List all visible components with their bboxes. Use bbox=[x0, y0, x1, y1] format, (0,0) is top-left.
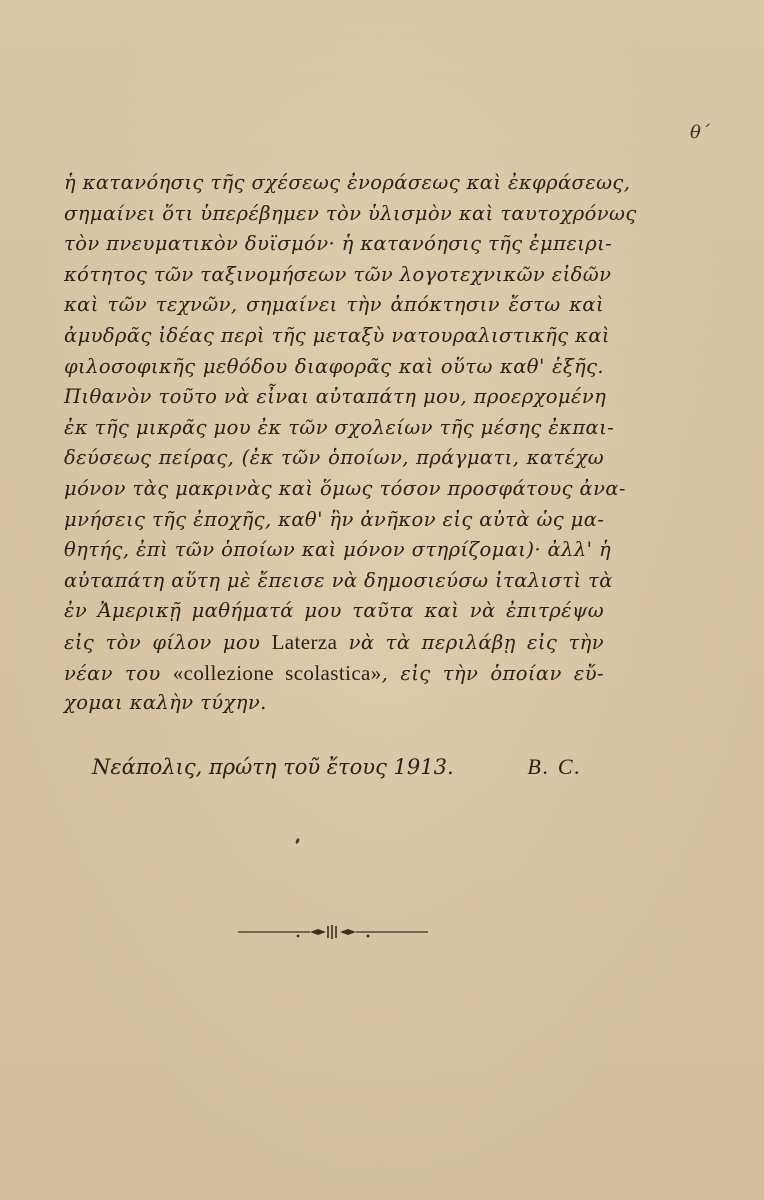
text-fragment: εἰς τὸν φίλον μου bbox=[64, 630, 272, 654]
publisher-name: Laterza bbox=[271, 629, 338, 654]
text-line: μόνον τὰς μακρινὰς καὶ ὅμως τόσον προσφάτους ἀνα- bbox=[64, 476, 626, 500]
text-line: τὸν πνευματικὸν δυϊσμόν· ἡ κατανόησις τῆς ἐμπειρι- bbox=[64, 232, 613, 256]
text-line: ἐν Ἀμερικῇ μαθήματά μου ταῦτα καὶ νὰ ἐπιτρέψω bbox=[64, 599, 604, 623]
text-line: μνήσεις τῆς ἐποχῆς, καθ' ἣν ἀνῆκον εἰς αὐτὰ ὡς μα- bbox=[64, 507, 605, 531]
page-folio: θ΄ bbox=[690, 122, 710, 143]
text-line: αὐταπάτη αὕτη μὲ ἔπεισε νὰ δημοσιεύσω ἰταλιστὶ τὰ bbox=[64, 568, 613, 592]
text-line bbox=[64, 658, 604, 689]
signature-line bbox=[92, 754, 582, 780]
body-text bbox=[64, 168, 637, 719]
text-line: χομαι καλὴν τύχην. bbox=[64, 691, 267, 715]
text-line: σημαίνει ὅτι ὑπερέβημεν τὸν ὑλισμὸν καὶ ταυτοχρόνως bbox=[64, 201, 637, 225]
text-line: φιλοσοφικῆς μεθόδου διαφορᾶς καὶ οὕτω καθ' ἑξῆς. bbox=[64, 354, 604, 378]
text-fragment: νέαν του bbox=[64, 661, 173, 685]
text-line: δεύσεως πείρας, (ἐκ τῶν ὁποίων, πράγματι, κατέχω bbox=[64, 446, 604, 470]
text-fragment: νὰ τὰ περιλάβῃ εἰς τὴν bbox=[337, 630, 604, 654]
text-line: κότητος τῶν ταξινομήσεων τῶν λογοτεχνικῶν εἰδῶν bbox=[64, 262, 612, 286]
text-line: ἐκ τῆς μικρᾶς μου ἐκ τῶν σχολείων τῆς μέσης ἐκπαι- bbox=[64, 415, 615, 439]
text-line: ἀμυδρᾶς ἰδέας περὶ τῆς μεταξὺ νατουραλιστικῆς καὶ bbox=[64, 323, 610, 347]
ink-speck bbox=[295, 838, 300, 845]
text-line: καὶ τῶν τεχνῶν, σημαίνει τὴν ἀπόκτησιν ἔστω καὶ bbox=[64, 293, 604, 317]
author-initials: B. C. bbox=[527, 754, 582, 779]
text-fragment: , εἰς τὴν ὁποίαν εὔ- bbox=[381, 661, 604, 685]
ornament-divider-icon bbox=[238, 922, 428, 942]
place-date: Νεάπολις, πρώτη τοῦ ἔτους 1913. bbox=[92, 755, 454, 779]
text-line: Πιθανὸν τοῦτο νὰ εἶναι αὐταπάτη μου, προερχομένη bbox=[64, 385, 607, 409]
text-line: ἡ κατανόησις τῆς σχέσεως ἐνοράσεως καὶ ἐκφράσεως, bbox=[64, 171, 631, 194]
text-line: θητής, ἐπὶ τῶν ὁποίων καὶ μόνον στηρίζομαι)· ἀλλ' ἡ bbox=[64, 538, 612, 562]
text-line bbox=[64, 627, 604, 658]
series-name: «collezione scolastica» bbox=[172, 660, 382, 685]
